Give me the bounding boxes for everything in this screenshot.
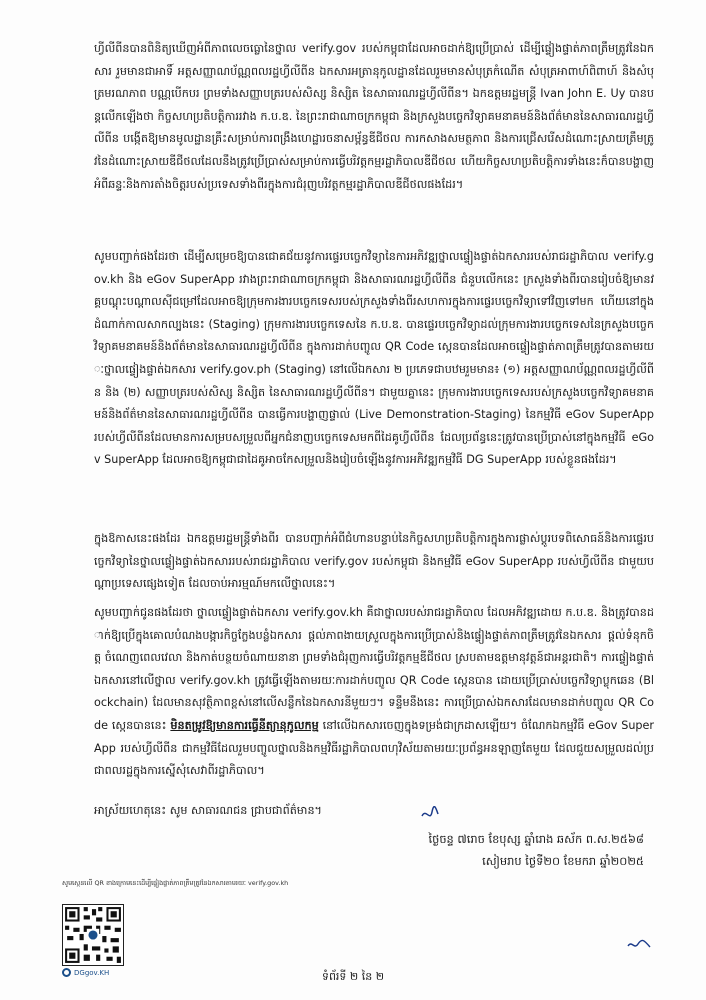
date-lunar: ថ្ងៃចន្ទ ៧រោច ខែបុស្ស ឆ្នាំរោង ឆស័ក ព.ស.២៥៦៨: [428, 832, 644, 846]
paragraph-2: សូមបញ្ជាក់ផងដែរថា ដើម្បីសម្រេចឱ្យបានជោគជ័យនូវការផ្ទេរបច្ចេកវិទ្យានៃការអភិវឌ្ឍថ្នាលផ្ទៀងផ្ទាត់ឯកសាររបស់រាជរដ្ឋាភិបាល verify.gov.kh និង eGov SuperApp រវាងព្រះរាជាណាចក្រកម្ពុជា និងសាធារណរដ្ឋហ្វីលីពីន ជំនួបលើកនេះ ក្រសួងទាំងពីរបានរៀបចំឱ្យមានវគ្គបណ្តុះបណ្តាលស៊ីជម្រៅដែលអាចឱ្យក្រុមការងារបច្ចេកទេសរបស់ក្រសួងទាំងពីរសហការក្នុងការផ្ទេរបច្ចេកវិទ្យាទៅវិញទៅមក ហើយនៅក្នុងដំណាក់កាលសាកល្បងនេះ (Staging) ក្រុមការងារបច្ចេកទេសនៃ ក.ប.ឌ. បានផ្ទេរបច្ចេកវិទ្យាដល់ក្រុមការងារបច្ចេកទេសនៃក្រសួងបច្ចេកវិទ្យាគមនាគមន៍និងព័ត៌មាននៃសាធារណរដ្ឋហ្វីលីពីន ក្នុងការដាក់បញ្ចូល QR Code ស្កេនបានដែលអាចផ្ទៀងផ្ទាត់ភាពត្រឹមត្រូវបានតាមរយៈថ្នាលផ្ទៀងផ្ទាត់ឯកសារ verify.gov.ph (Staging) នៅលើឯកសារ ២ ប្រភេទជាបឋមរួមមាន៖ (១) អត្តសញ្ញាណប័ណ្ណពលរដ្ឋហ្វីលីពីន និង (២) សញ្ញាបត្ររបស់សិស្ស និស្សិត នៃសាធារណរដ្ឋហ្វីលីពីន។ ជាមួយគ្នានេះ ក្រុមការងារបច្ចេកទេសរបស់ក្រសួងបច្ចេកវិទ្យាគមនាគមន៍និងព័ត៌មាននៃសាធារណរដ្ឋហ្វីលីពីន បានធ្វើការបង្ហាញផ្ទាល់ (Live Demonstration-Staging) នៃកម្មវិធី eGov SuperApp របស់ហ្វីលីពីនដែលមានការសម្របសម្រួលពីអ្នកជំនាញបច្ចេកទេសមកពីដៃគូហ្វីលីពីន ដែលប្រព័ន្ធនេះត្រូវបានប្រើប្រាស់នៅក្នុងកម្មវិធី eGov SuperApp ដែលអាចឱ្យកម្ពុជាជាដៃគូអាចកែសម្រួលនិងរៀបចំឡើងនូវការអភិវឌ្ឍកម្មវិធី DG SuperApp របស់ខ្លួនផងដែរ។: [94, 250, 654, 467]
paragraph-4-text-b: នៅលើឯកសារចេញក្នុងទម្រង់ជាក្រដាសឡើយ។ ចំណែកឯកម្មវិធី eGov SuperApp របស់ហ្វីលីពីន ជាកម្មវិធីដែលរួមបញ្ចូលថ្នាលនិងកម្មវិធីរដ្ឋាភិបាលពហុវិស័យតាមរយៈប្រព័ន្ធអនឡាញតែមួយ ដែលជួយសម្រួលដល់ប្រជាពលរដ្ឋក្នុងការស្នើសុំសេវាពីរដ្ឋាភិបាល។: [94, 718, 654, 778]
paragraph-3: ក្នុងឱកាសនេះផងដែរ ឯកឧត្តមរដ្ឋមន្ត្រីទាំងពីរ បានបញ្ជាក់អំពីជំហានបន្ទាប់នៃកិច្ចសហប្រតិបត្តិការក្នុងការផ្លាស់ប្តូរបទពិសោធន៍និងការផ្ទេរបច្ចេកវិទ្យានៃថ្នាលផ្ទៀងផ្ទាត់ឯកសាររបស់រាជរដ្ឋាភិបាល verify.gov របស់កម្ពុជា និងកម្មវិធី eGov SuperApp របស់ហ្វីលីពីន ជាមួយបណ្តាប្រទេសផ្សេងទៀត ដែលចាប់អារម្មណ៍មកលើថ្នាលនេះ។: [94, 532, 654, 591]
date-solar: សៀមរាប ថ្ងៃទី២០ ខែមករា ឆ្នាំ២០២៥: [482, 854, 644, 868]
paragraph-1: ហ្វីលីពីនបានពិនិត្យឃើញអំពីភាពលេចធ្លោនៃថ្នាល verify.gov របស់កម្ពុជាដែលអាចដាក់ឱ្យប្រើប្រាស់ ដើម្បីផ្ទៀងផ្ទាត់ភាពត្រឹមត្រូវនៃឯកសារ រួមមានជាអាទិ៍ អត្តសញ្ញាណប័ណ្ណពលរដ្ឋហ្វីលីពីន ឯកសារអត្រានុកូលដ្ឋានដែលរួមមានសំបុត្រកំណើត សំបុត្រអាពាហ៍ពិពាហ៍ និងសំបុត្រមរណភាព បណ្ណបើកបរ ព្រមទាំងសញ្ញាបត្ររបស់សិស្ស និស្សិត នៃសាធារណរដ្ឋហ្វីលីពីន។ ឯកឧត្តមរដ្ឋមន្ត្រី Ivan John E. Uy បានបន្តលើកឡើងថា កិច្ចសហប្រតិបត្តិការរវាង ក.ប.ឌ. នៃព្រះរាជាណាចក្រកម្ពុជា និងក្រសួងបច្ចេកវិទ្យាគមនាគមន៍និងព័ត៌មាននៃសាធារណរដ្ឋហ្វីលីពីន បង្កើតឱ្យមានមូលដ្ឋានគ្រឹះសម្រាប់ការពង្រឹងហេដ្ឋារចនាសម្ព័ន្ធឌីជីថល ការកសាងសមត្ថភាព និងការជ្រើសរើសដំណោះស្រាយត្រឹមត្រូវនៃដំណោះស្រាយឌីជីថលដែលនឹងត្រូវប្រើប្រាស់សម្រាប់ការធ្វើបរិវត្តកម្មរដ្ឋាភិបាលឌីជីថល ហើយកិច្ចសហប្រតិបត្តិការទាំងនេះក៏បានបង្ហាញអំពីឆន្ទៈនិងការតាំងចិត្តរបស់ប្រទេសទាំងពីរក្នុងការជំរុញបរិវត្តកម្មរដ្ឋាភិបាលឌីជីថលផងដែរ។: [94, 42, 654, 191]
date-block: [428, 828, 644, 872]
qr-code-icon[interactable]: [62, 904, 124, 966]
closing-line: អាស្រ័យហេតុនេះ សូម សាធារណជន ជ្រាបជាព័ត៌មាន។: [94, 804, 322, 817]
page-number: ទំព័រទី ២ នៃ ២: [321, 970, 385, 983]
initial-mark-icon: [420, 806, 440, 822]
dggov-brand-label: DGgov.KH: [74, 968, 110, 977]
qr-note: សូមស្កេនលើ QR ខាងក្រោមនេះដើម្បីផ្ទៀងផ្ទាត់ភាពត្រឹមត្រូវនៃឯកសារតាមរយៈ verify.gov.kh: [62, 879, 289, 887]
paragraph-4-text-a: សូមបញ្ជាក់ជូនផងដែរថា ថ្នាលផ្ទៀងផ្ទាត់ឯកសារ verify.gov.kh គឺជាថ្នាលរបស់រាជរដ្ឋាភិបាល ដែលអភិវឌ្ឍដោយ ក.ប.ឌ. និងត្រូវបានដាក់ឱ្យប្រើក្នុងគោលបំណងបង្ការកិច្ចក្លែងបន្លំឯកសារ ផ្តល់ភាពងាយស្រួលក្នុងការប្រើប្រាស់និងផ្ទៀងផ្ទាត់ភាពត្រឹមត្រូវនៃឯកសារ ផ្តល់ទំនុកចិត្ត ចំណេញពេលវេលា និងកាត់បន្ថយចំណាយនានា ព្រមទាំងជំរុញការធ្វើបរិវត្តកម្មឌីជីថល ស្របតាមឧត្តមានុវត្តន៍ជាអន្តរជាតិ។ ការផ្ទៀងផ្ទាត់ឯកសារនៅលើថ្នាល verify.gov.kh ត្រូវធ្វើឡើងតាមរយៈការដាក់បញ្ចូល QR Code ស្កេនបាន ដោយប្រើប្រាស់បច្ចេកវិទ្យាប្លុកឆេន (Blockchain) ដែលមានសុវត្ថិភាពខ្ពស់នៅលើសន្លឹកនៃឯកសារនីមួយៗ។ ទន្ទឹមនឹងនេះ ការប្រើប្រាស់ឯកសារដែលមានដាក់បញ្ចូល QR Code ស្កេនបាននេះ: [94, 606, 654, 732]
signature-mark-icon: [626, 938, 652, 952]
paragraph-4-underlined: មិនតម្រូវឱ្យមានការធ្វើនីត្យានុកូលកម្ម: [170, 718, 319, 732]
paragraph-4: [94, 602, 654, 783]
